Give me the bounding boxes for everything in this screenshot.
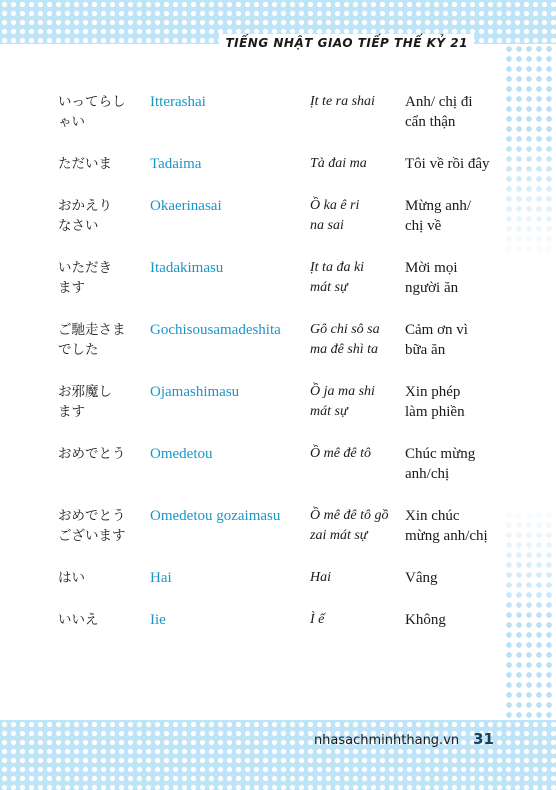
japanese-phrase: いいえ xyxy=(58,612,99,628)
vietnamese-reading: Ịt te ra shai xyxy=(310,94,375,109)
romaji-phrase: Hai xyxy=(150,570,172,586)
vietnamese-meaning: Vâng xyxy=(405,570,438,586)
vietnamese-reading: Hai xyxy=(310,570,331,585)
vietnamese-reading: Ồ ja ma shi mát sự xyxy=(310,384,375,419)
vocab-row xyxy=(58,568,505,588)
romaji-phrase: Itterashai xyxy=(150,94,206,110)
vietnamese-reading: Tà đai ma xyxy=(310,156,367,171)
japanese-phrase: いってらし ゃい xyxy=(58,94,126,130)
japanese-phrase: いただき ます xyxy=(58,260,112,296)
romaji-phrase: Omedetou xyxy=(150,446,213,462)
right-dotted-border-top xyxy=(504,44,556,264)
vietnamese-reading: Ồ mê đê tô gồ zai mát sự xyxy=(310,508,389,543)
vocab-row xyxy=(58,92,505,132)
japanese-phrase: お邪魔し ます xyxy=(58,384,112,420)
japanese-phrase: おめでとう ございます xyxy=(58,508,126,544)
vietnamese-meaning: Chúc mừng anh/chị xyxy=(405,446,476,482)
vocab-row xyxy=(58,444,505,484)
vietnamese-reading: Ồ ka ê ri na sai xyxy=(310,198,360,233)
japanese-phrase: ただいま xyxy=(58,156,112,172)
vocab-row xyxy=(58,196,505,236)
vietnamese-meaning: Tôi về rồi đây xyxy=(405,156,490,172)
vocab-row xyxy=(58,258,505,298)
vocab-row xyxy=(58,610,505,630)
vietnamese-reading: Gô chi sô sa ma đê shì ta xyxy=(310,322,380,357)
vietnamese-meaning: Anh/ chị đi cẩn thận xyxy=(405,94,473,130)
vietnamese-meaning: Không xyxy=(405,612,446,628)
japanese-phrase: おかえり なさい xyxy=(58,198,112,234)
vietnamese-meaning: Xin phép làm phiền xyxy=(405,384,465,420)
vietnamese-reading: Ồ mê đê tô xyxy=(310,446,372,461)
romaji-phrase: Ojamashimasu xyxy=(150,384,240,400)
vietnamese-meaning: Cảm ơn vì bữa ăn xyxy=(405,322,468,358)
japanese-phrase: ご馳走さま でした xyxy=(58,322,126,358)
japanese-phrase: おめでとう xyxy=(58,446,126,462)
vocab-row xyxy=(58,382,505,422)
running-header-title: TIẾNG NHẬT GIAO TIẾP THẾ KỶ 21 xyxy=(219,34,474,50)
romaji-phrase: Gochisousamadeshita xyxy=(150,322,281,338)
vocab-row xyxy=(58,320,505,360)
vietnamese-meaning: Mời mọi người ăn xyxy=(405,260,459,296)
publisher-website: nhasachminhthang.vn xyxy=(313,733,460,748)
right-dotted-border-bottom xyxy=(504,500,556,720)
page-footer xyxy=(314,730,494,748)
romaji-phrase: Okaerinasai xyxy=(150,198,222,214)
romaji-phrase: Iie xyxy=(150,612,166,628)
vietnamese-meaning: Mừng anh/ chị về xyxy=(405,198,472,234)
vietnamese-reading: Ịt ta đa ki mát sự xyxy=(310,260,365,295)
romaji-phrase: Itadakimasu xyxy=(150,260,224,276)
vocab-row xyxy=(58,154,505,174)
japanese-phrase: はい xyxy=(58,570,85,586)
romaji-phrase: Tadaima xyxy=(150,156,202,172)
page-number: 31 xyxy=(473,730,494,748)
vietnamese-reading: Ì ế xyxy=(310,612,325,627)
vietnamese-meaning: Xin chúc mừng anh/chị xyxy=(405,508,488,544)
vocab-row xyxy=(58,506,505,546)
romaji-phrase: Omedetou gozaimasu xyxy=(150,508,281,524)
